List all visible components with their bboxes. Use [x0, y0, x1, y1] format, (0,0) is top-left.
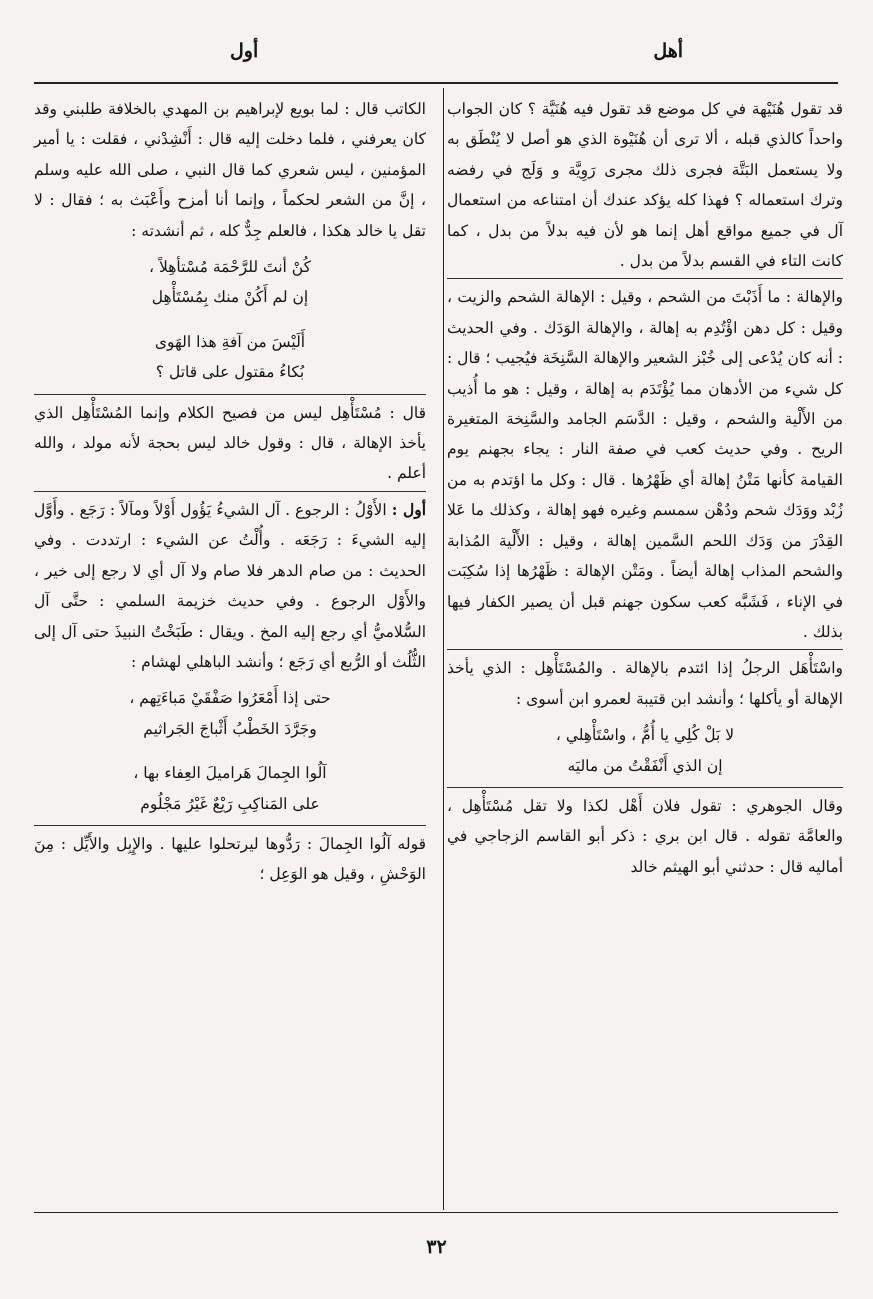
top-rule	[34, 82, 838, 84]
verse-block	[447, 720, 843, 781]
verse-line: آلُوا الجِمالَ هَراميلَ العِفاء بها ،	[133, 764, 327, 783]
verse-line: حتى إذا أَمْعَرُوا صَفْقَيْ مَباءَتِهم ،	[129, 689, 331, 708]
verse-line: بُكاءُ مقتول على قاتل ؟	[155, 363, 305, 382]
paragraph: والإهالة : ما أَذَبْتَ من الشحم ، وقيل : الإهالة الشحم والزيت ، وقيل : كل دهن اؤْتُدِم به إهالة ، والإهالة الوَدَك . وفي الحديث : أنه كان يُدْعى إلى خُبْز الشعير والإهالة السَّنِخَة فيُجيب ؛ قال : كل شيء من الأدهان مما يُؤْتَدَم به إهالة ، وقيل : هو ما أُذيب من الأَلْية والشحم ، وقيل : الدَّسَم الجامد والسَّنِخة المتغيرة الريح . وفي حديث كعب في صفة النار : يجاء بجهنم يوم القيامة كأنها مَتْنُ إهالة أي ظَهْرُها . قال : وكل ما اؤتدم به من زُبْد ووَدَك شحم ودُهْن سمسم وغيره فهو إهالة ، وكذلك ما عَلا القِدْرَ من وَدَك اللحم السَّمين إهالة ، وقيل : الأَلْية المُذابة والشحم المذاب إهالة أيضاً . ومَتْن الإهالة : ظَهْرُها إذا سُكِبَت في الإناء ، فَشَبَّه كعب سكون جهنم قبل أن يصير الكفار فيها بذلك .	[447, 288, 843, 641]
separator-rule	[34, 825, 426, 826]
separator-rule	[34, 394, 426, 395]
page-number: ٣٢	[426, 1236, 447, 1258]
verse-gap	[34, 744, 426, 758]
separator-rule	[447, 278, 843, 279]
separator-rule	[34, 491, 426, 492]
verse-line: أَلَيْسَ من آفةِ هذا الهَوى	[154, 332, 306, 351]
paragraph: الكاتب قال : لما بويع لإبراهيم بن المهدي بالخلافة طلبني وقد كان يعرفني ، فلما دخلت إليه قال : أَنْشِدْني ، فقلت : يا أمير المؤمنين ، ليس شعري كما قال النبي ، صلى الله عليه وسلم ، إنَّ من الشعر لحكماً ، وإنما أنا أمزح وأَعْبَث به ؛ فقال : لا تقل يا خالد هكذا ، فالعلم جِدٌّ كله ، ثم أنشدته :	[34, 100, 426, 240]
separator-rule	[447, 649, 843, 650]
verse-line: إن الذي أَنْفَقْتُ من ماليَه	[567, 756, 723, 775]
paragraph: قد تقول هُنَيْهة في كل موضع قد تقول فيه هُنَيَّة ؟ كان الجواب واحداً كالذي قبله ، ألا ترى أن هُنَيْوة الذي هو أصل لا يُنْطَق به ولا يستعمل البَتَّة فجرى ذلك مجرى رَوِيَّة و وَلَج في رفضه وترك استعماله ؟ فهذا كله يؤكد عندك أن امتناعه من استعمال آل في جميع مواقع أهل إنما هو لأن فيه بدلاً من بدل ، كما كانت التاء في القسم بدلاً من بدل .	[447, 100, 843, 271]
verse-block	[34, 252, 426, 388]
right-headword: أهل	[653, 40, 683, 62]
verse-block	[34, 683, 426, 819]
verse-line: على المَناكِبِ رَيْعٌ غَيْرُ مَجْلُوم	[140, 794, 320, 813]
verse-line: وجَرَّدَ الخَطْبُ أَثْباجَ الجَراثيم	[143, 719, 317, 738]
paragraph: واسْتَأْهَل الرجلُ إذا ائتدم بالإهالة . والمُسْتَأْهِل : الذي يأخذ الإهالة أو يأكلها ؛ وأنشد ابن قتيبة لعمرو ابن أسوى :	[447, 659, 843, 708]
paragraph: وقال الجوهري : تقول فلان أَهْل لكذا ولا تقل مُسْتَأْهِل ، والعامَّة تقوله . قال ابن بري : ذكر أبو القاسم الزجاجي في أماليه قال : حدثني أبو الهيثم خالد	[447, 796, 843, 876]
entry-text: الأَوْلُ : الرجوع . آل الشيءُ يَؤُول أَوْلاً ومآلاً : رَجَع . وأَوَّل إليه الشيءَ : رَجَعَه . وأُلْتُ عن الشيء : ارتددت . وفي الحديث : من صام الدهر فلا صام ولا آل أي لا رجع إلى خير ، والأَوْل الرجوع . وفي حديث خزيمة السلمي : حتَّى آل السُّلاميُّ أي رجع إليه المخ . ويقال : طَبَخْتُ النبيذَ حتى آل إلى الثُّلُث أو الرُّبع أي رَجَع ؛ وأنشد الباهلي لهشام :	[34, 500, 426, 671]
separator-rule	[447, 787, 843, 788]
right-column	[447, 94, 843, 882]
column-divider	[443, 88, 444, 1210]
left-headword: أول	[230, 40, 259, 62]
verse-line: كُنْ أنتَ للرَّحْمَة مُسْتأهِلاً ،	[149, 258, 311, 277]
verse-gap	[34, 313, 426, 327]
bottom-rule	[34, 1212, 838, 1213]
paragraph: قال : مُسْتَأْهِل ليس من فصيح الكلام وإنما المُسْتَأْهِل الذي يأخذ الإهالة ، قال : وقول خالد ليس بحجة لأنه مولد ، والله أعلم .	[34, 403, 426, 483]
paragraph: قوله آلُوا الجِمالَ : رَدُّوها ليرتحلوا عليها . والإِبِل والأَيِّل : مِنَ الوَحْشِ ، وقيل هو الوَعِل ؛	[34, 834, 426, 884]
verse-line: لا بَلْ كُلِي يا أُمُّ ، واسْتَأْهِلي ،	[555, 726, 735, 745]
left-column	[34, 94, 426, 890]
entry-headword: أول :	[391, 499, 427, 519]
verse-line: إن لم أَكُنْ منك بِمُسْتَأْهِل	[151, 288, 309, 307]
entry-paragraph	[34, 495, 426, 677]
